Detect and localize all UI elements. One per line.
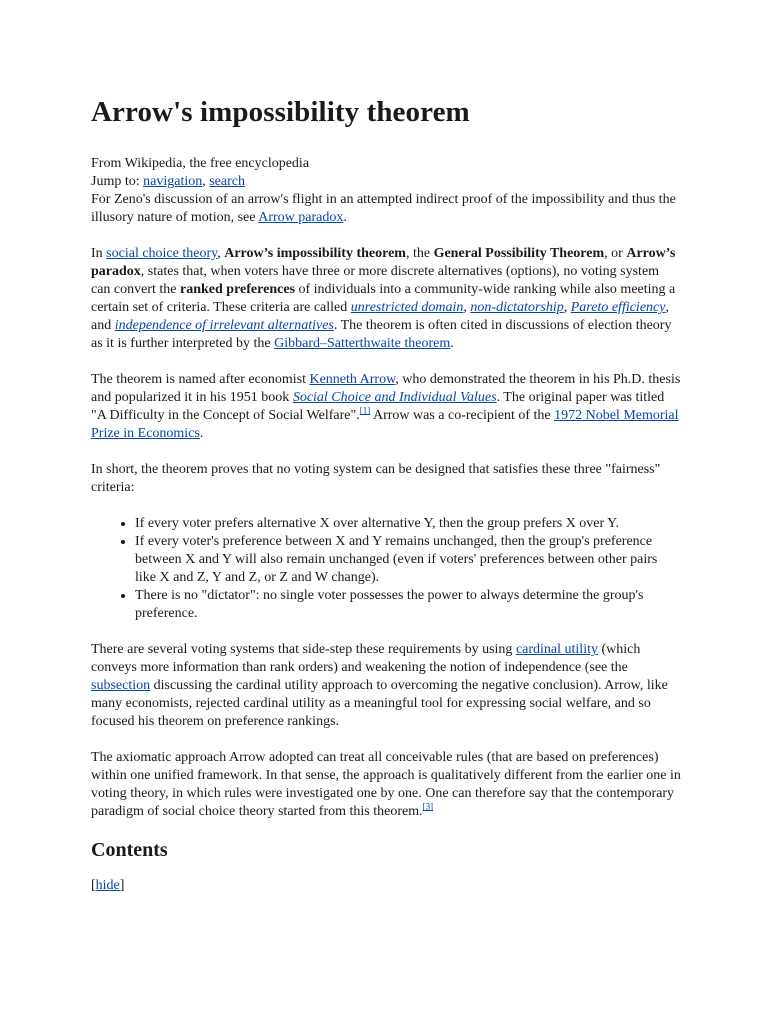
text-run: of individuals into a community-wide ranking while also meeting a certain set of criteria. These criteria are called (91, 282, 676, 315)
book-link[interactable]: Social Choice and Individual Values (292, 390, 497, 405)
subsection-link[interactable]: subsection (91, 678, 151, 693)
arrow-paradox-link[interactable]: Arrow paradox (258, 210, 344, 225)
hatnote-text: For Zeno's discussion of an arrow's flight in an attempted indirect proof of the impossibility and thus the illusory nature of motion, see (91, 192, 676, 225)
bracket: [ (91, 878, 96, 893)
text-run: , the (405, 246, 434, 261)
non-dictatorship-link[interactable]: non-dictatorship (470, 300, 564, 315)
summary-paragraph: In short, the theorem proves that no voting system can be designed that satisfies these three "fairness" criteria: (91, 462, 661, 495)
navigation-link[interactable]: navigation (143, 174, 203, 189)
text-run: , (563, 300, 571, 315)
hide-toc-link[interactable]: hide (95, 878, 120, 893)
iia-link[interactable]: independence of irrelevant alternatives (114, 318, 334, 333)
list-item: • If every voter prefers alternative X over alternative Y, then the group prefers X over Y. (135, 515, 681, 533)
social-choice-theory-link[interactable]: social choice theory (106, 246, 218, 261)
text-run: The axiomatic approach Arrow adopted can treat all conceivable rules (that are based on preferences) within one unified framework. In that sense, the approach is qualitatively different from the earlier one in voting theory, in which rules were investigated one by one. One can therefore say that the contemporary paradigm of social choice theory started from this theorem. (91, 750, 681, 819)
text-run: . (450, 336, 454, 351)
cardinal-utility-link[interactable]: cardinal utility (515, 642, 598, 657)
bold-term: Arrow’s impossibility theorem (224, 246, 406, 261)
toc-toggle (91, 877, 681, 895)
jump-sep: , (202, 174, 210, 189)
bold-term: Arrow’s paradox (91, 246, 676, 279)
history-paragraph (91, 371, 681, 443)
bracket: ] (119, 878, 125, 893)
criteria-list (91, 515, 681, 623)
nobel-prize-link[interactable]: 1972 Nobel Memorial Prize in Economics (91, 408, 679, 441)
page-title: Arrow's impossibility theorem (91, 96, 470, 128)
jump-prefix: Jump to: (91, 174, 144, 189)
axiomatic-paragraph (91, 749, 681, 821)
text-run: . The original paper was titled "A Difficulty in the Concept of Social Welfare". (91, 390, 665, 423)
cardinal-utility-paragraph (91, 641, 681, 731)
list-item: • There is no "dictator": no single voter possesses the power to always determine the group's preference. (135, 587, 681, 623)
unrestricted-domain-link[interactable]: unrestricted domain (350, 300, 464, 315)
text-run: The theorem is named after economist (91, 372, 310, 387)
text-run: Arrow was a co-recipient of the (370, 408, 555, 423)
text-run: , or (604, 246, 627, 261)
bold-term: General Possibility Theorem (433, 246, 605, 261)
text-run: , and (91, 300, 669, 333)
text-run: , (217, 246, 225, 261)
text-run: . (199, 426, 204, 441)
text-run: , states that, when voters have three or more discrete alternatives (options), no voting system can convert the (91, 264, 660, 297)
site-subtitle: From Wikipedia, the free encyclopedia (91, 156, 310, 171)
text-run: , who demonstrated the theorem in his Ph.D. thesis and popularized it in his 1951 book (91, 372, 681, 405)
contents-heading: Contents (91, 839, 168, 861)
kenneth-arrow-link[interactable]: Kenneth Arrow (309, 372, 396, 387)
gibbard-satterthwaite-link[interactable]: Gibbard–Satterthwaite theorem (274, 336, 451, 351)
intro-paragraph (91, 245, 681, 353)
bold-term: ranked preferences (180, 282, 295, 297)
article (91, 94, 681, 895)
jump-links (91, 173, 681, 191)
text-run: discussing the cardinal utility approach to overcoming the negative conclusion). Arrow, like many economists, rejected cardinal utility as a meaningful tool for expressing social welfare, and so focused his theorem on preference rankings. (91, 678, 668, 729)
text-run: There are several voting systems that side-step these requirements by using (91, 642, 516, 657)
text-run: . The theorem is often cited in discussions of election theory as it is further interpreted by the (91, 318, 672, 351)
text-run: , (463, 300, 471, 315)
pareto-efficiency-link[interactable]: Pareto efficiency (570, 300, 666, 315)
list-item: • If every voter's preference between X and Y remains unchanged, then the group's preference between X and Y will also remain unchanged (even if voters' preferences between other pairs like X and Z, Y and Z, or Z and W change). (135, 533, 681, 587)
search-link[interactable]: search (209, 174, 245, 189)
reference-1-link[interactable]: [1] (359, 405, 371, 416)
hatnote-end: . (343, 210, 347, 225)
hatnote (91, 191, 681, 227)
text-run: In (91, 246, 107, 261)
reference-3-link[interactable]: [3] (422, 801, 434, 812)
text-run: (which conveys more information than rank orders) and weakening the notion of independence (see the (91, 642, 641, 675)
